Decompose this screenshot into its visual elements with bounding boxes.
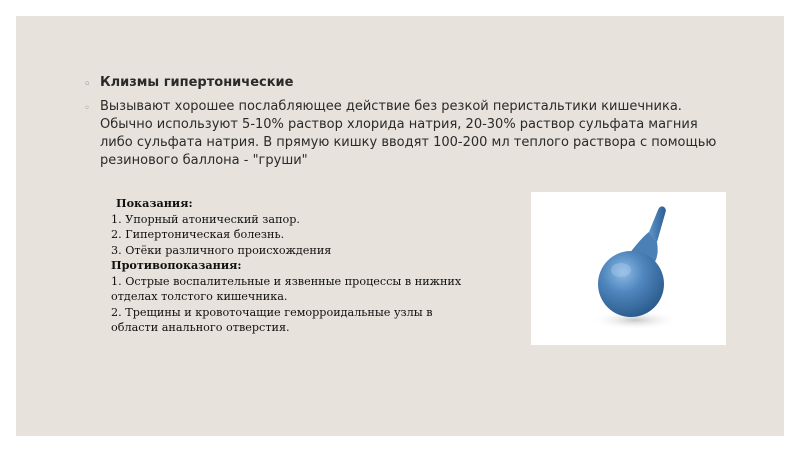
bullet-marker-icon: ◦ <box>84 79 91 90</box>
indication-item: 1. Упорный атонический запор. <box>111 212 300 226</box>
bullet-marker-icon: ◦ <box>84 103 90 114</box>
indication-item: 3. Отёки различного происхождения <box>111 243 332 257</box>
bullet-description-text: Вызывают хорошее послабляющее действие без резкой перистальтики кишечника. Обычно используют 5-10% раствор хлорида натрия, 20-30% раствор сульфата магния либо сульфата натрия. В прямую кишку вводят 100-200 мл теплого раствора с помощью резинового баллона - "груши" <box>100 99 717 168</box>
contraindication-item: области анального отверстия. <box>111 321 290 334</box>
bullet-title-text: Клизмы гипертонические <box>100 75 294 90</box>
indication-item: 2. Гипертоническая болезнь. <box>111 228 285 241</box>
slide <box>16 16 784 436</box>
contraindications-title: Противопоказания: <box>111 258 242 272</box>
contraindication-item: 1. Острые воспалительные и язвенные процессы в нижних <box>111 274 462 288</box>
bullet-item-title <box>84 74 724 92</box>
contraindication-item: 2. Трещины и кровоточащие геморроидальные узлы в <box>111 305 433 319</box>
rubber-bulb-photo <box>531 192 726 345</box>
indications-block <box>111 196 511 336</box>
bullet-item-description <box>84 98 724 170</box>
rubber-bulb-icon <box>531 192 726 345</box>
contraindication-item: отделах толстого кишечника. <box>111 290 288 303</box>
bullet-list <box>84 74 724 176</box>
indications-title: Показания: <box>116 196 193 210</box>
